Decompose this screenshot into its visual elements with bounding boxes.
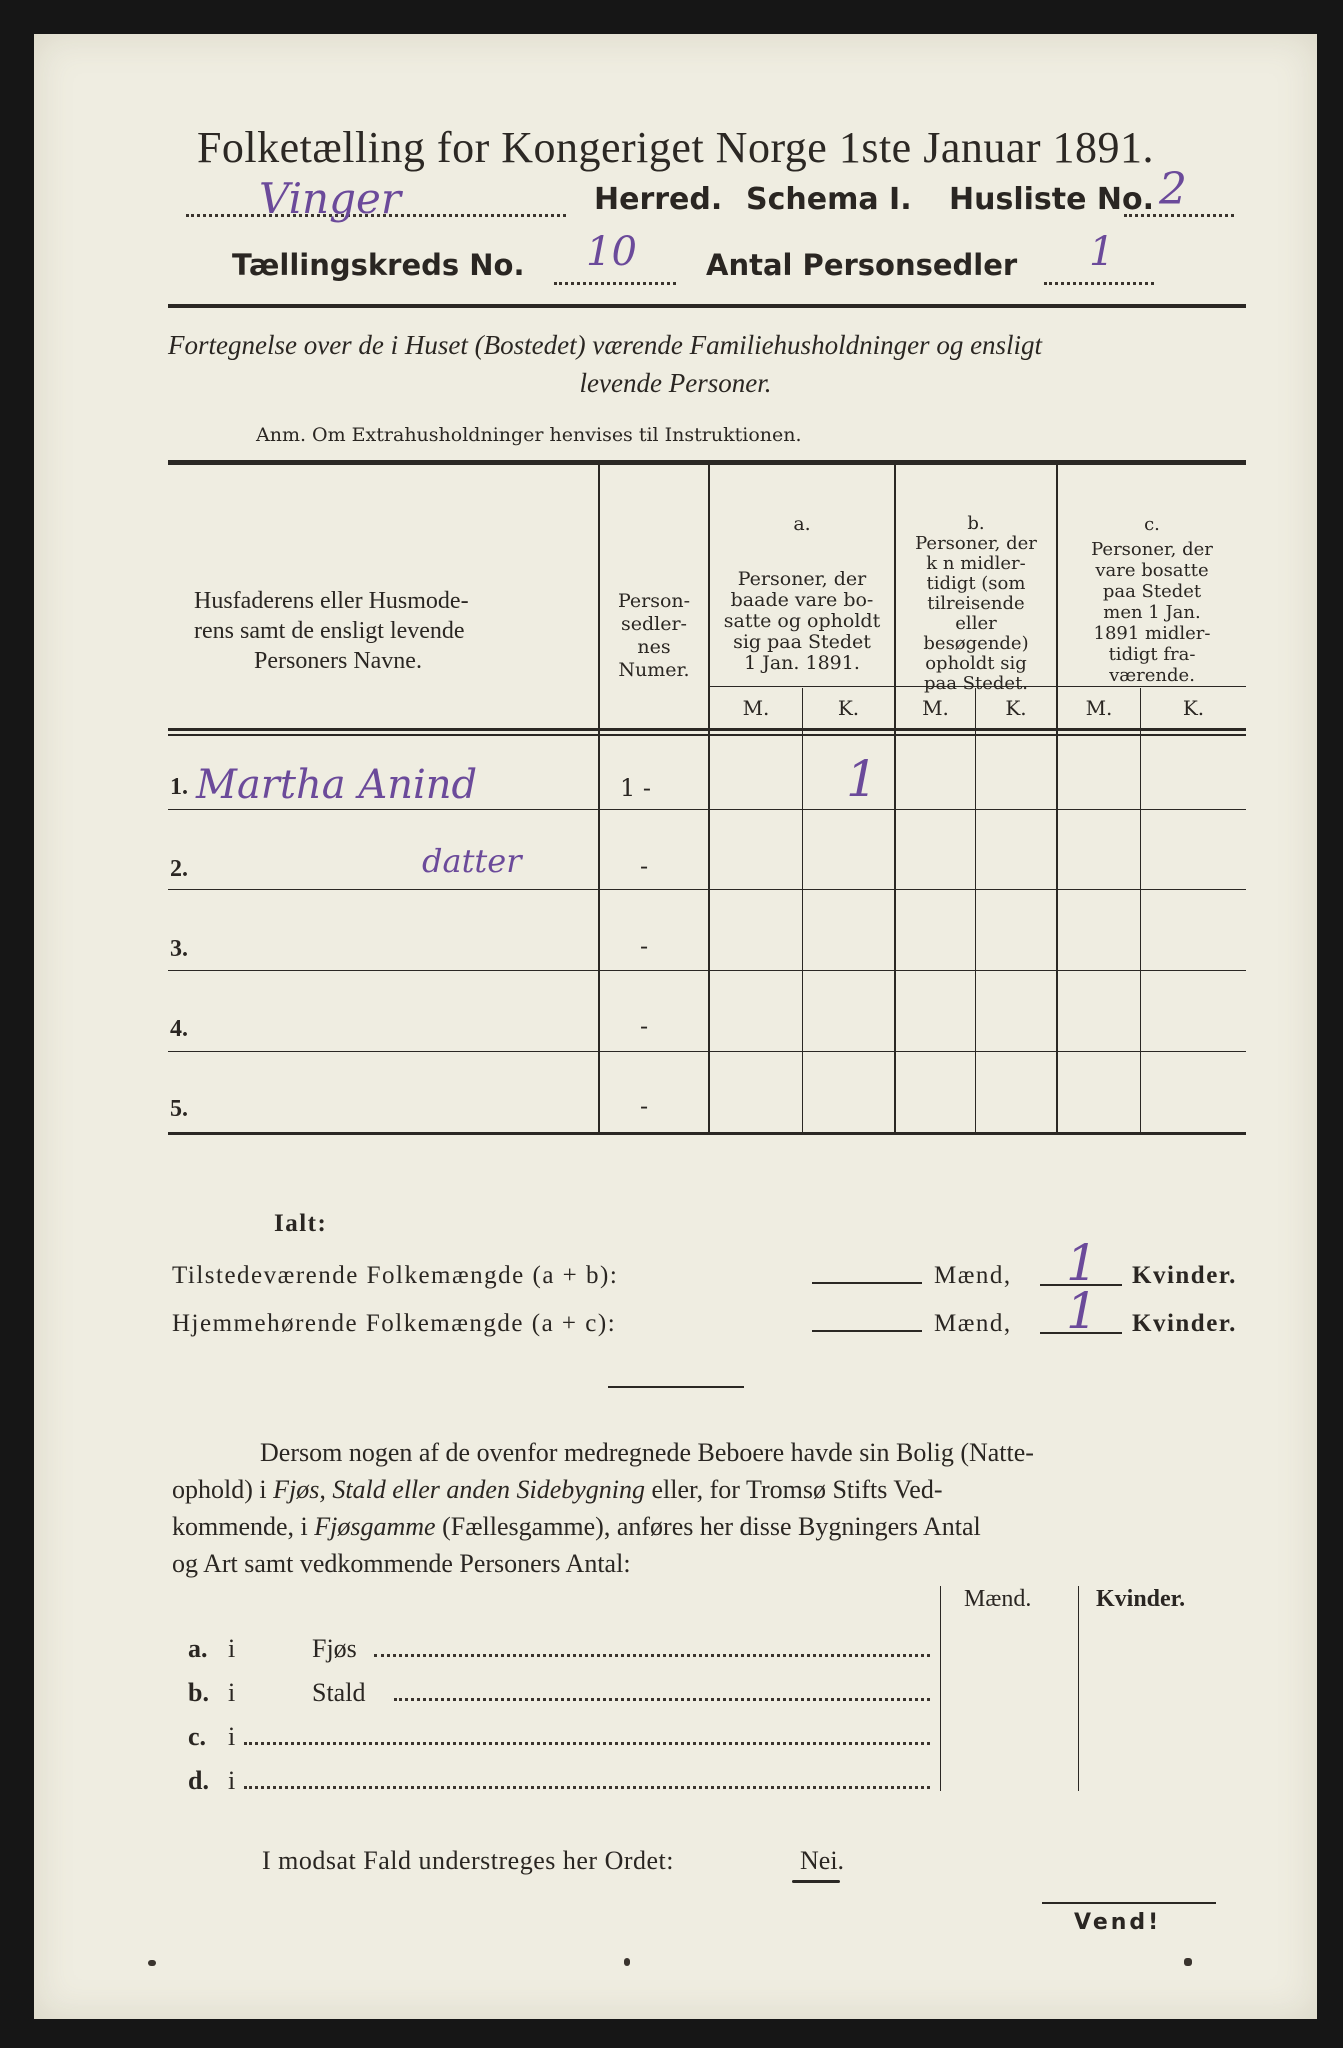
row-2-sedler: - xyxy=(640,852,649,880)
buildings-para-l3 xyxy=(172,1508,1246,1545)
row-4-sedler: - xyxy=(640,1012,649,1040)
col-a-l2: baade vare bo- xyxy=(730,589,874,611)
row-1-sedler: 1 - xyxy=(620,774,652,802)
col-b-l8: paa Stedet. xyxy=(923,673,1029,694)
col-name-l3: Personers Navne. xyxy=(254,648,422,674)
col-b-l7: opholdt sig xyxy=(925,653,1027,674)
bld-col-divider-2 xyxy=(1078,1586,1079,1791)
hjemme-kvinder-label: Kvinder. xyxy=(1132,1310,1237,1337)
modsat-label: I modsat Fald understreges her Ordet: xyxy=(262,1846,675,1875)
col-c-k: K. xyxy=(1182,696,1205,720)
bld-b-letter: b. xyxy=(188,1678,209,1707)
ialt-label: Ialt: xyxy=(274,1210,328,1237)
col-c-l5: 1891 midler- xyxy=(1093,623,1211,644)
personsedler-label: Antal Personsedler xyxy=(706,248,1018,282)
col-a-k: K. xyxy=(837,696,860,720)
col-num-l4: Numer. xyxy=(618,659,690,681)
row-3-sedler: - xyxy=(640,932,649,960)
para-l3a: kommende, i xyxy=(172,1512,315,1541)
hjemme-label: Hjemmehørende Folkemængde (a + c): xyxy=(172,1310,617,1337)
bld-a-label: Fjøs xyxy=(312,1634,357,1663)
buildings-para-l4: og Art samt vedkommende Personers Antal: xyxy=(172,1549,631,1578)
tilstede-kvinder-count: 1 xyxy=(1066,1234,1098,1292)
col-b-l6: besøgende) xyxy=(923,633,1029,654)
row-1-name: Martha Anind xyxy=(196,762,478,808)
col-b-k: K. xyxy=(1005,696,1027,720)
table-header-rule xyxy=(168,728,1246,731)
col-c-letter: c. xyxy=(1144,514,1160,535)
col-num-l3: nes xyxy=(637,636,671,658)
hjemme-kvinder-count: 1 xyxy=(1066,1282,1098,1340)
col-c-header xyxy=(1058,514,1246,686)
tilstede-label: Tilstedeværende Folkemængde (a + b): xyxy=(172,1262,619,1289)
row-5-sedler: - xyxy=(640,1092,649,1120)
personsedler-count: 1 xyxy=(1089,229,1115,275)
intro-line2: levende Personer. xyxy=(579,368,772,398)
buildings-para-l1: Dersom nogen af de ovenfor medregnede Beboere havde sin Bolig (Natte- xyxy=(260,1438,1034,1467)
bld-b-dots xyxy=(394,1696,930,1701)
row-4-number: 4. xyxy=(170,1016,188,1042)
col-c-l2: vare bosatte xyxy=(1095,560,1209,581)
col-num-l2: sedler- xyxy=(621,613,687,635)
para-l2b: Fjøs, Stald eller anden Sidebygning xyxy=(273,1475,645,1504)
husliste-label: Husliste No. xyxy=(949,182,1154,217)
col-c-m: M. xyxy=(1085,696,1113,720)
bld-d-dots xyxy=(244,1784,930,1789)
col-num-header xyxy=(600,590,708,682)
col-b-l5: eller xyxy=(955,613,997,634)
table-top-rule xyxy=(168,460,1246,465)
form-title: Folketælling for Kongeriget Norge 1ste Januar 1891. xyxy=(196,123,1155,172)
tilstede-maend-label: Mænd, xyxy=(934,1262,1012,1289)
col-b-l2: k n midler- xyxy=(926,553,1026,574)
table-header-rule-2 xyxy=(168,734,1246,736)
col-a-m: M. xyxy=(742,696,770,720)
bld-a-letter: a. xyxy=(188,1634,208,1663)
buildings-para-l2 xyxy=(172,1471,1246,1508)
col-c-l6: tidigt fra- xyxy=(1108,644,1196,665)
table-bottom-rule xyxy=(168,1132,1246,1135)
col-a-l1: Personer, der xyxy=(737,568,867,590)
col-c-l4: men 1 Jan. xyxy=(1103,602,1201,623)
herred-label: Herred. xyxy=(594,182,723,217)
intro-line1: Fortegnelse over de i Huset (Bostedet) værende Familiehusholdninger og ensligt xyxy=(168,330,1043,360)
col-divider-c-mk xyxy=(1140,688,1141,1132)
row-5-number: 5. xyxy=(170,1096,188,1122)
stray-mark-center xyxy=(624,1958,630,1966)
row-3-number: 3. xyxy=(170,936,188,962)
schema-label: Schema I. xyxy=(746,182,912,217)
col-b-header xyxy=(896,514,1056,694)
hjemme-maend-dash xyxy=(812,1330,922,1332)
bld-d-i: i xyxy=(228,1766,236,1795)
header-rule xyxy=(168,304,1246,308)
bld-c-i: i xyxy=(228,1722,236,1751)
kreds-number: 10 xyxy=(586,229,637,275)
anm-note: Anm. Om Extrahusholdninger henvises til Instruktionen. xyxy=(256,424,802,446)
col-a-l3: satte og opholdt xyxy=(723,610,881,632)
bld-d-letter: d. xyxy=(188,1766,209,1795)
col-divider-b-mk xyxy=(975,688,976,1132)
col-a-l4: sig paa Stedet xyxy=(733,631,871,653)
bld-c-letter: c. xyxy=(188,1722,207,1751)
row-1-a-k: 1 xyxy=(846,750,878,808)
bld-col-maend: Mænd. xyxy=(964,1586,1032,1612)
kreds-label: Tællingskreds No. xyxy=(232,248,525,282)
col-divider-name xyxy=(598,465,600,1132)
para-l2a: ophold) i xyxy=(172,1475,274,1504)
para-l2c: eller, for Tromsø Stifts Ved- xyxy=(645,1475,943,1504)
col-a-l5: 1 Jan. 1891. xyxy=(744,652,860,674)
row-2-number: 2. xyxy=(170,856,188,882)
col-c-l1: Personer, der xyxy=(1091,539,1213,560)
bld-col-kvinder: Kvinder. xyxy=(1096,1586,1186,1612)
row-2-name: datter xyxy=(422,842,522,880)
col-b-letter: b. xyxy=(967,513,985,534)
bld-c-dots xyxy=(244,1740,930,1745)
bld-b-label: Stald xyxy=(312,1678,366,1707)
col-b-l1: Personer, der xyxy=(915,533,1037,554)
row-rule-1 xyxy=(168,809,1246,810)
nei-underline xyxy=(792,1880,840,1883)
col-divider-a-mk xyxy=(802,688,803,1132)
col-b-l3: tidigt (som xyxy=(926,573,1026,594)
stray-mark-left xyxy=(148,1960,156,1966)
row-rule-2 xyxy=(168,889,1246,890)
col-a-header xyxy=(710,514,894,674)
col-b-l4: tilreisende xyxy=(927,593,1025,614)
bld-a-i: i xyxy=(228,1634,236,1663)
nei-word: Nei. xyxy=(800,1846,845,1875)
row-1-number: 1. xyxy=(170,774,188,800)
vend-rule xyxy=(1042,1902,1216,1904)
col-name-header xyxy=(194,586,594,676)
municipality-value: Vinger xyxy=(259,174,401,223)
bld-col-divider-1 xyxy=(940,1586,941,1791)
bld-b-i: i xyxy=(228,1678,236,1707)
col-b-m: M. xyxy=(922,696,949,720)
col-a-letter: a. xyxy=(793,513,811,535)
husliste-number: 2 xyxy=(1159,164,1187,215)
row-rule-4 xyxy=(168,1051,1246,1052)
tilstede-maend-dash xyxy=(812,1282,922,1284)
bld-a-dots xyxy=(374,1652,930,1657)
census-form-sheet xyxy=(34,34,1317,2019)
section-divider xyxy=(608,1386,744,1388)
col-name-l2: rens samt de ensligt levende xyxy=(194,618,465,644)
row-rule-3 xyxy=(168,970,1246,971)
tilstede-kvinder-label: Kvinder. xyxy=(1132,1262,1237,1289)
para-l3b: Fjøsgamme xyxy=(314,1512,436,1541)
col-c-l7: værende. xyxy=(1109,665,1195,686)
col-name-l1: Husfaderens eller Husmode- xyxy=(194,588,469,614)
para-l3c: (Fællesgamme), anføres her disse Bygningers Antal xyxy=(435,1512,981,1541)
vend-label: Vend! xyxy=(1074,1910,1162,1935)
stray-mark-right xyxy=(1184,1958,1192,1966)
col-num-l1: Person- xyxy=(617,590,691,612)
hjemme-maend-label: Mænd, xyxy=(934,1310,1012,1337)
col-c-l3: paa Stedet xyxy=(1102,581,1202,602)
